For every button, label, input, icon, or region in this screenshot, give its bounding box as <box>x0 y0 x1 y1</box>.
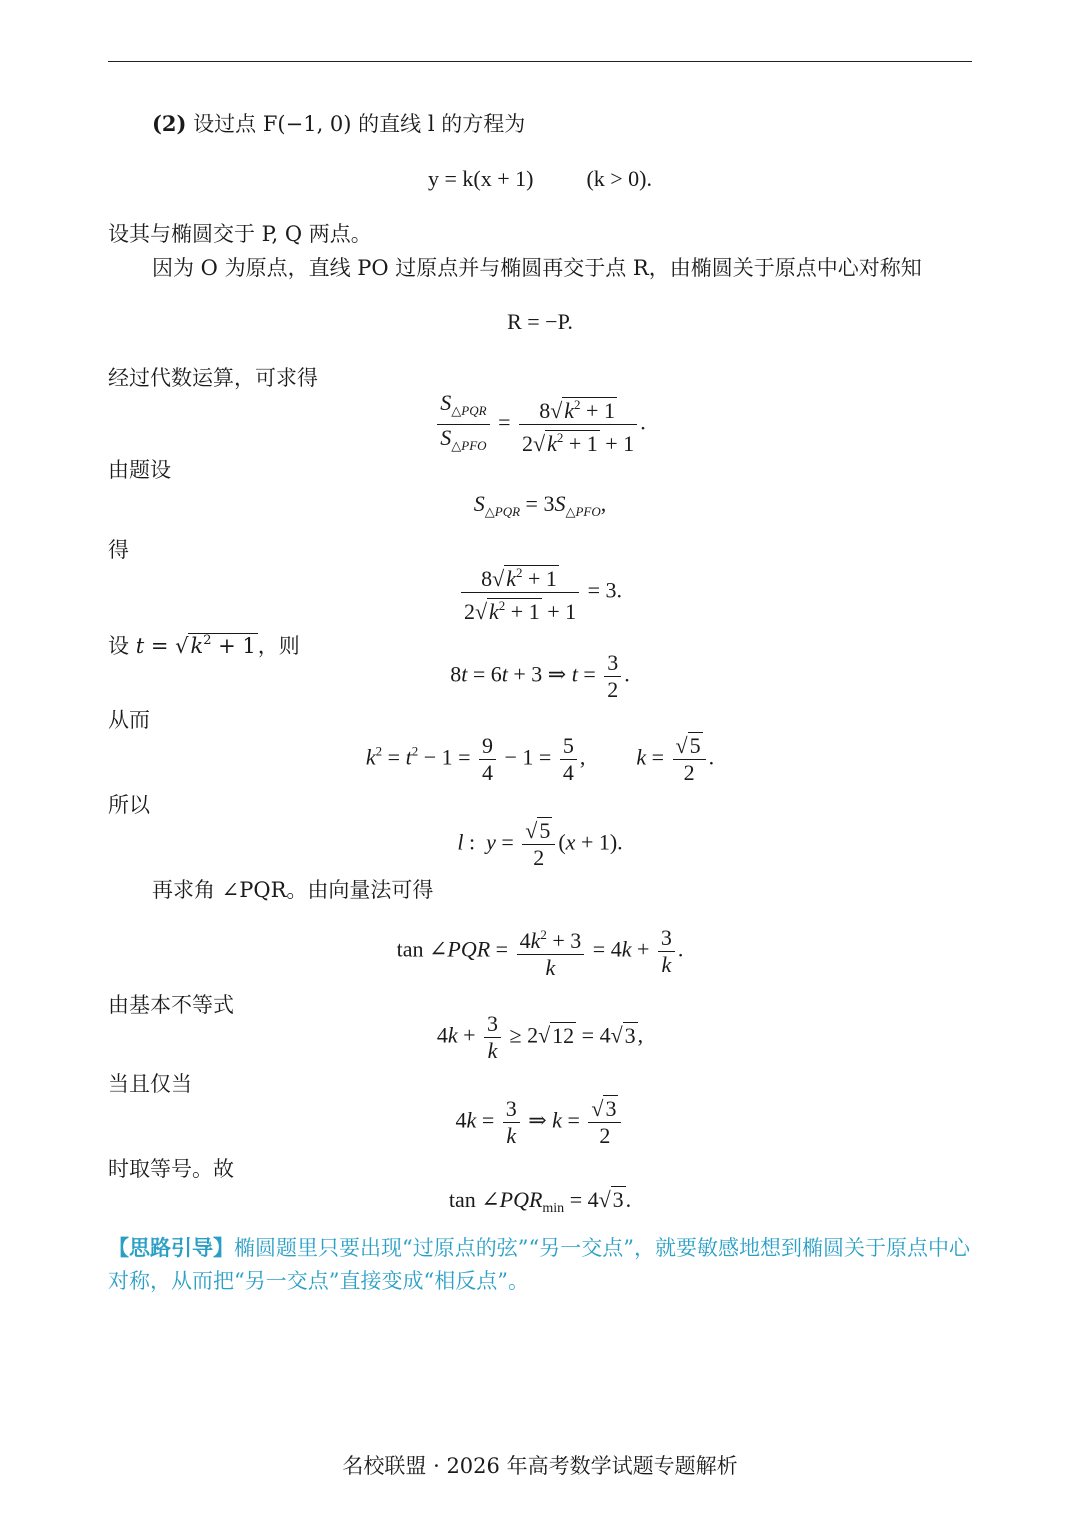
area-ratio-formula: $\frac{S_{\triangle PQR}}{S_{\triangle PFO}}$ = $\frac{8√k^2 + 1}{2√k^2 + 1 + 1}$ . <box>0 390 1080 459</box>
text-given: 由题设 <box>108 458 171 482</box>
hint-label: 【思路引导】 <box>108 1235 234 1260</box>
text-origin: 因为 O 为原点，直线 PO 过原点并与椭圆再交于点 R，由椭圆关于原点中心对称知 <box>152 256 922 280</box>
eq-equality: 4k = $\frac{3}{k}$ ⇒ k = $\frac{√3}{2}$ <box>0 1096 1080 1149</box>
eq-min: $\tan \angle PQR_{min} = 4√3$. <box>448 1187 632 1216</box>
intro-text: 设过点 F(−1, 0) 的直线 l 的方程为 <box>193 112 526 136</box>
header-rule <box>108 61 972 62</box>
eq-t: 8t = 6t + 3 ⇒ t = $\frac{3}{2}$ . <box>450 650 630 702</box>
text-ineq: 由基本不等式 <box>108 993 234 1017</box>
hint-text: 椭圆题里只要出现“过原点的弦”“另一交点”，就要敏感地想到椭圆关于原点中心对称，从而把“另一交点”直接变成“相反点”。 <box>108 1236 970 1293</box>
line-eq: y = k(x + 1) <box>427 166 534 191</box>
part-label: (2) <box>152 111 187 136</box>
area-ratio-right: $\frac{8√k^2 + 1}{2√k^2 + 1 + 1}$ <box>519 392 637 457</box>
line-cond: (k > 0). <box>586 166 653 191</box>
text-so: 所以 <box>108 793 150 817</box>
eq-tan: tan ∠PQR = $\frac{4k^2 + 3}{k}$ = 4k + $\frac{3}{k}$ . <box>0 922 1080 981</box>
text-iff: 当且仅当 <box>108 1072 192 1096</box>
page-footer: 名校联盟 · 2026 年高考数学试题专题解析 <box>342 1454 738 1478</box>
text-pq: 设其与椭圆交于 P, Q 两点。 <box>108 222 372 246</box>
line-equation <box>0 165 1080 193</box>
eq-r: R = −P. <box>507 309 573 334</box>
intro-line <box>152 110 525 138</box>
hint-box <box>108 1231 972 1298</box>
text-angle: 再求角 ∠PQR。由向量法可得 <box>152 878 434 902</box>
text-let-t: 设 $t = √k^2 + 1$，则 <box>108 633 300 658</box>
text-equal: 时取等号。故 <box>108 1157 234 1181</box>
ratio-equals-three: $\frac{8√k^2 + 1}{2√k^2 + 1 + 1}$ = 3. <box>0 560 1080 625</box>
eq-amgm: 4k + $\frac{3}{k}$ ≥ 2√12 = 4√3, <box>436 1011 644 1063</box>
area-relation: $S_{\triangle PQR} = 3S_{\triangle PFO}$, <box>473 491 607 519</box>
eq-k-squared: $k^2 = t^2 - 1$ = $\frac{9}{4}$ − 1 = $\frac{5}{4}$ , k = $\frac{√5}{2}$ . <box>365 733 715 785</box>
text-alg: 经过代数运算，可求得 <box>108 366 318 390</box>
text-de: 得 <box>108 538 129 562</box>
text-thus: 从而 <box>108 708 150 732</box>
area-ratio-left: $\frac{S_{\triangle PQR}}{S_{\triangle PFO}}$ <box>437 390 489 459</box>
eq-line-l: l : y = $\frac{√5}{2}$ (x + 1). <box>457 818 623 870</box>
